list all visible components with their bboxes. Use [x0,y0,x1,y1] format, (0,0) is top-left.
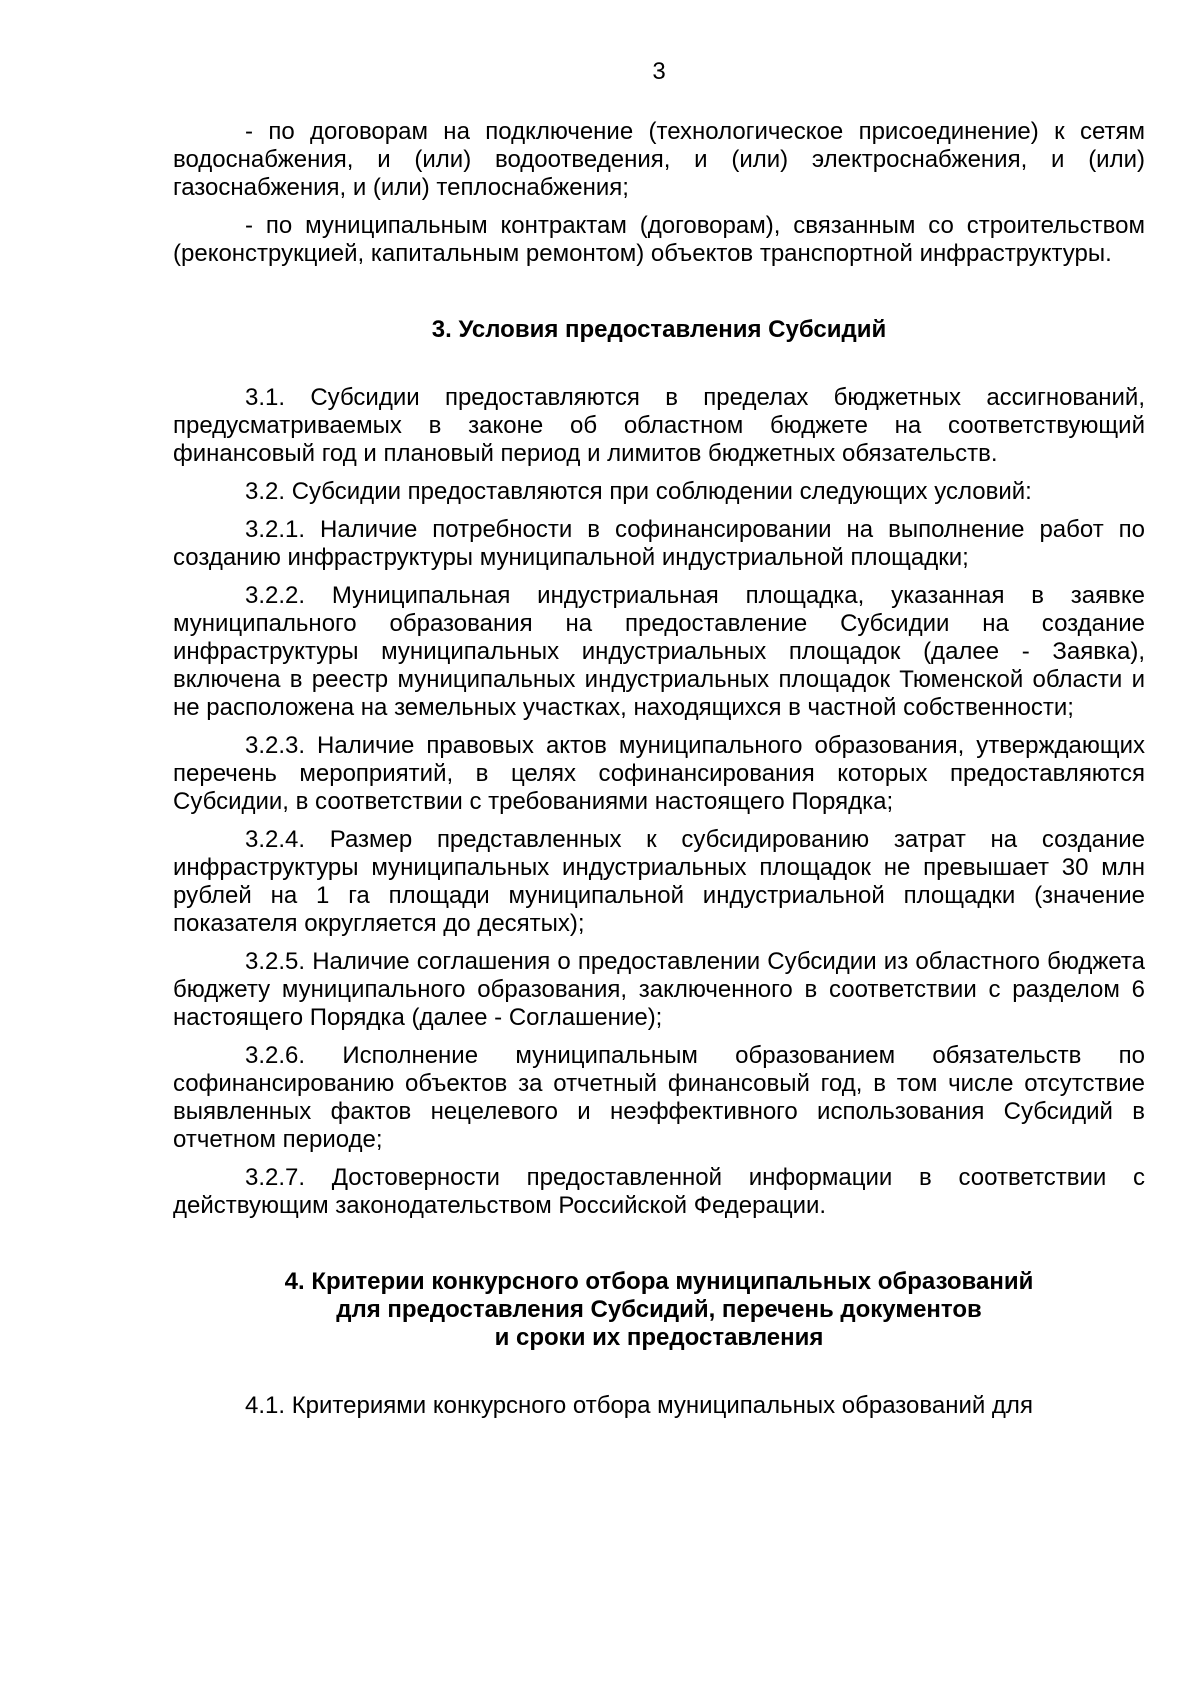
section-3-heading: 3. Условия предоставления Субсидий [431,316,887,343]
section-4-heading-block [173,1228,1145,1392]
section-3-paragraph: 3.2.5. Наличие соглашения о предоставлении Субсидии из областного бюджета бюджету муниципального образования, заключенного в соответствии с разделом 6 настоящего Порядка (далее - Соглашение); [173,948,1145,1031]
section-3-paragraph: 3.1. Субсидии предоставляются в пределах бюджетных ассигнований, предусматриваемых в законе об областном бюджете на соответствующий финансовый год и плановый период и лимитов бюджетных обязательств. [173,384,1145,467]
section-4-heading-line: 4. Критерии конкурсного отбора муниципальных образований [284,1268,1034,1295]
page-number: 3 [652,58,666,85]
document-body [173,118,1145,1430]
section-4-heading-line: для предоставления Субсидий, перечень документов [336,1296,982,1323]
section-3-paragraph: 3.2.3. Наличие правовых актов муниципального образования, утверждающих перечень мероприятий, в целях софинансирования которых предоставляются Субсидии, в соответствии с требованиями настоящего Порядка; [173,732,1145,815]
section-3-paragraph: 3.2.2. Муниципальная индустриальная площадка, указанная в заявке муниципального образования на предоставление Субсидии на создание инфраструктуры муниципальных индустриальных площадок (далее - Заявка), включена в реестр муниципальных индустриальных площадок Тюменской области и не расположена на земельных участках, находящихся в частной собственности; [173,582,1145,721]
section-3-heading-block [173,278,1145,384]
section-4-heading-line: и сроки их предоставления [494,1324,824,1351]
section-3-paragraph: 3.2.1. Наличие потребности в софинансировании на выполнение работ по созданию инфраструктуры муниципальной индустриальной площадки; [173,516,1145,571]
section-3-paragraph: 3.2. Субсидии предоставляются при соблюдении следующих условий: [245,478,1032,505]
section-4-heading [173,1268,1145,1352]
intro-paragraph: - по муниципальным контрактам (договорам), связанным со строительством (реконструкцией, капитальным ремонтом) объектов транспортной инфраструктуры. [173,212,1145,267]
section-3-paragraph: 3.2.7. Достоверности предоставленной информации в соответствии с действующим законодательством Российской Федерации. [173,1164,1145,1219]
section-4-paragraph: 4.1. Критериями конкурсного отбора муниципальных образований для [245,1392,1033,1419]
section-3-paragraph: 3.2.4. Размер представленных к субсидированию затрат на создание инфраструктуры муниципальных индустриальных площадок не превышает 30 млн рублей на 1 га площади муниципальной индустриальной площадки (значение показателя округляется до десятых); [173,826,1145,937]
intro-paragraph: - по договорам на подключение (технологическое присоединение) к сетям водоснабжения, и (или) водоотведения, и (или) электроснабжения, и (или) газоснабжения, и (или) теплоснабжения; [173,118,1145,201]
section-3-paragraph: 3.2.6. Исполнение муниципальным образованием обязательств по софинансированию объектов за отчетный финансовый год, в том числе отсутствие выявленных фактов нецелевого и неэффективного использования Субсидий в отчетном периоде; [173,1042,1145,1153]
